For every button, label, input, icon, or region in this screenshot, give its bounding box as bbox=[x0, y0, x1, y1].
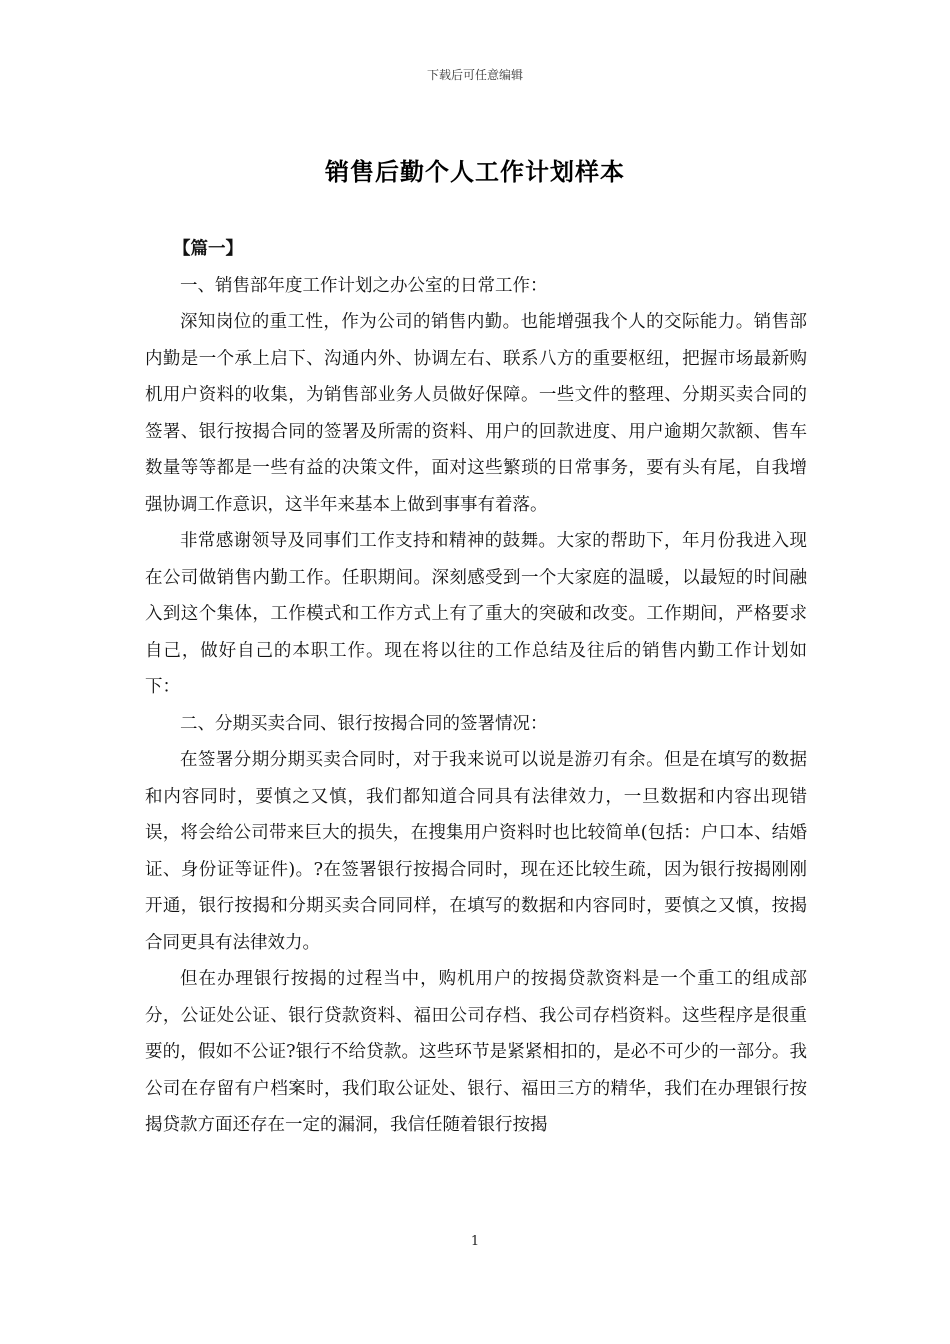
document-title: 销售后勤个人工作计划样本 bbox=[325, 157, 625, 186]
paragraph: 在签署分期分期买卖合同时，对于我来说可以说是游刃有余。但是在填写的数据和内容同时，要慎之又慎，我们都知道合同具有法律效力，一旦数据和内容出现错误，将会给公司带来巨大的损失，在搜集用户资料时也比较简单(包括：户口本、结婚证、身份证等证件)。?在签署银行按揭合同时，现在还比较生疏，因为银行按揭刚刚开通，银行按揭和分期买卖合同同样，在填写的数据和内容同时，要慎之又慎，按揭合同更具有法律效力。 bbox=[145, 750, 807, 953]
paragraph: 二、分期买卖合同、银行按揭合同的签署情况： bbox=[180, 713, 548, 734]
paragraph: 但在办理银行按揭的过程当中，购机用户的按揭贷款资料是一个重工的组成部分，公证处公证、银行贷款资料、福田公司存档、我公司存档资料。这些程序是很重要的，假如不公证?银行不给贷款。这些环节是紧紧相扣的，是必不可少的一部分。我公司在存留有户档案时，我们取公证处、银行、福田三方的精华，我们在办理银行按揭贷款方面还存在一定的漏洞，我信任随着银行按揭 bbox=[145, 969, 807, 1135]
page-header: 下载后可任意编辑 bbox=[426, 68, 523, 82]
document-body bbox=[145, 231, 807, 1144]
section-heading: 【篇一】 bbox=[173, 239, 243, 259]
paragraph: 非常感谢领导及同事们工作支持和精神的鼓舞。大家的帮助下，年月份我进入现在公司做销售内勤工作。任职期间。深刻感受到一个大家庭的温暖，以最短的时间融入到这个集体，工作模式和工作方式上有了重大的突破和改变。工作期间，严格要求自己，做好自己的本职工作。现在将以往的工作总结及往后的销售内勤工作计划如下： bbox=[145, 531, 807, 697]
paragraph: 一、销售部年度工作计划之办公室的日常工作： bbox=[180, 275, 548, 296]
page-number: 1 bbox=[470, 1234, 480, 1249]
paragraph: 深知岗位的重工性，作为公司的销售内勤。也能增强我个人的交际能力。销售部内勤是一个承上启下、沟通内外、协调左右、联系八方的重要枢纽，把握市场最新购机用户资料的收集，为销售部业务人员做好保障。一些文件的整理、分期买卖合同的签署、银行按揭合同的签署及所需的资料、用户的回款进度、用户逾期欠款额、售车数量等等都是一些有益的决策文件，面对这些繁琐的日常事务，要有头有尾，自我增强协调工作意识，这半年来基本上做到事事有着落。 bbox=[145, 312, 807, 515]
